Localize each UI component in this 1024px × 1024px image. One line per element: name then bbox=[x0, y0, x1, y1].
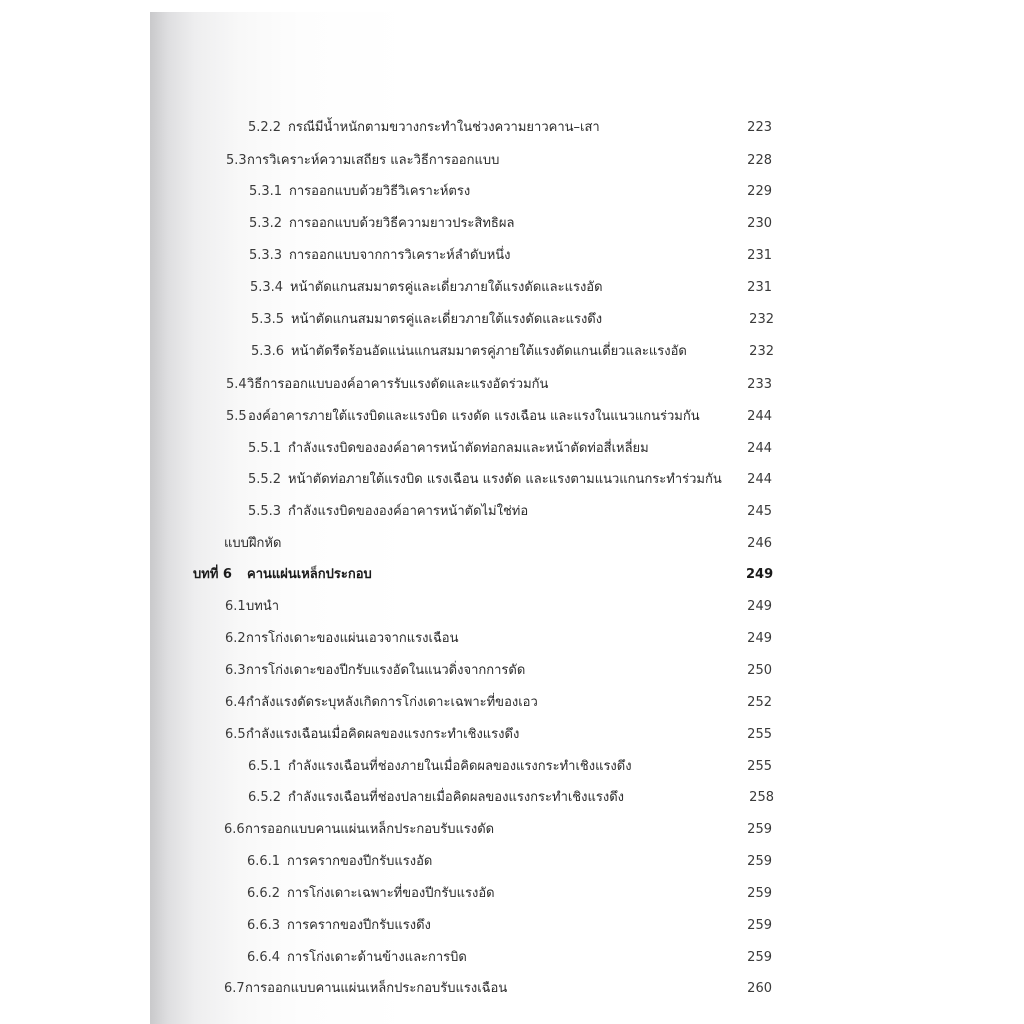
toc-entry-5-5 bbox=[150, 407, 1024, 427]
toc-number: 5.4 bbox=[226, 377, 247, 392]
toc-number: 5.3.5 bbox=[251, 312, 285, 327]
toc-number: 6.6 bbox=[224, 822, 245, 837]
toc-title: การโก่งเดาะของปีกรับแรงอัดในแนวดิ่งจากการดัด bbox=[246, 663, 526, 678]
toc-title: กำลังแรงดัดระบุหลังเกิดการโก่งเดาะเฉพาะที่ของเอว bbox=[246, 695, 538, 710]
toc-page: 244 bbox=[747, 441, 772, 456]
toc-title: หน้าตัดแกนสมมาตรคู่และเดี่ยวภายใต้แรงดัดและแรงอัด bbox=[290, 280, 603, 295]
toc-title: การโก่งเดาะเฉพาะที่ของปีกรับแรงอัด bbox=[287, 886, 495, 901]
toc-number: 5.3.2 bbox=[249, 216, 283, 231]
toc-entry-exercises bbox=[150, 534, 1024, 554]
toc-title: กำลังแรงบิดขององค์อาคารหน้าตัดไม่ใช่ท่อ bbox=[288, 504, 529, 519]
toc-number: 5.3.4 bbox=[250, 280, 284, 295]
toc-page: 255 bbox=[747, 727, 772, 742]
toc-title: การวิเคราะห์ความเสถียร และวิธีการออกแบบ bbox=[247, 153, 500, 168]
toc-title: การครากของปีกรับแรงอัด bbox=[287, 854, 433, 869]
document-page bbox=[150, 12, 1024, 1024]
toc-entry-6-5-2 bbox=[150, 788, 1024, 808]
toc-chapter-6 bbox=[150, 565, 1024, 585]
toc-number: 5.5.1 bbox=[248, 441, 282, 456]
toc-page: 259 bbox=[747, 822, 772, 837]
toc-number: 6.7 bbox=[224, 981, 245, 996]
toc-page: 252 bbox=[747, 695, 772, 710]
toc-number: 6.3 bbox=[225, 663, 246, 678]
toc-entry-6-6-2 bbox=[150, 884, 1024, 904]
toc-page: 233 bbox=[747, 377, 772, 392]
toc-title: กรณีมีน้ำหนักตามขวางกระทำในช่วงความยาวคาน–เสา bbox=[288, 120, 600, 135]
toc-page: 249 bbox=[746, 567, 774, 582]
toc-title: วิธีการออกแบบองค์อาคารรับแรงดัดและแรงอัดร่วมกัน bbox=[247, 377, 549, 392]
toc-number: 5.5.3 bbox=[248, 504, 282, 519]
toc-entry-6-3 bbox=[150, 661, 1024, 681]
toc-entry-6-6 bbox=[150, 820, 1024, 840]
toc-page: 228 bbox=[747, 153, 772, 168]
toc-page: 259 bbox=[747, 950, 772, 965]
toc-page: 255 bbox=[747, 759, 772, 774]
toc-title: กำลังแรงบิดขององค์อาคารหน้าตัดท่อกลมและหน้าตัดท่อสี่เหลี่ยม bbox=[288, 441, 649, 456]
toc-title: หน้าตัดรีดร้อนอัดแน่นแกนสมมาตรคู่ภายใต้แรงดัดแกนเดี่ยวและแรงอัด bbox=[291, 344, 687, 359]
toc-number: 6.2 bbox=[225, 631, 246, 646]
toc-page: 259 bbox=[747, 886, 772, 901]
toc-title: การโก่งเดาะด้านข้างและการบิด bbox=[287, 950, 467, 965]
toc-title: การออกแบบด้วยวิธีวิเคราะห์ตรง bbox=[289, 184, 471, 199]
toc-page: 231 bbox=[747, 248, 772, 263]
toc-number: 6.6.2 bbox=[247, 886, 281, 901]
toc-page: 230 bbox=[747, 216, 772, 231]
toc-page: 258 bbox=[749, 790, 774, 805]
toc-page: 249 bbox=[747, 599, 772, 614]
toc-entry-6-7 bbox=[150, 979, 1024, 999]
toc-page: 250 bbox=[747, 663, 772, 678]
toc-entry-5-5-2 bbox=[150, 470, 1024, 490]
toc-entry-6-6-3 bbox=[150, 916, 1024, 936]
toc-title: แบบฝึกหัด bbox=[224, 536, 282, 551]
toc-entry-6-5 bbox=[150, 725, 1024, 745]
toc-entry-6-6-4 bbox=[150, 948, 1024, 968]
toc-title: กำลังแรงเฉือนเมื่อคิดผลของแรงกระทำเชิงแรงดึง bbox=[246, 727, 520, 742]
toc-page: 223 bbox=[747, 120, 772, 135]
toc-title: การออกแบบด้วยวิธีความยาวประสิทธิผล bbox=[289, 216, 515, 231]
toc-title: องค์อาคารภายใต้แรงบิดและแรงบิด แรงดัด แรงเฉือน และแรงในแนวแกนร่วมกัน bbox=[248, 409, 700, 424]
toc-title: กำลังแรงเฉือนที่ช่องภายในเมื่อคิดผลของแรงกระทำเชิงแรงดึง bbox=[288, 759, 632, 774]
toc-number: 5.5 bbox=[226, 409, 247, 424]
toc-entry-6-6-1 bbox=[150, 852, 1024, 872]
toc-page: 249 bbox=[747, 631, 772, 646]
toc-page: 232 bbox=[749, 344, 774, 359]
toc-number: 6.4 bbox=[225, 695, 246, 710]
toc-chapter-title: คานแผ่นเหล็กประกอบ bbox=[247, 567, 372, 582]
toc-page: 245 bbox=[747, 504, 772, 519]
toc-title: การครากของปีกรับแรงดึง bbox=[287, 918, 431, 933]
toc-page: 231 bbox=[747, 280, 772, 295]
toc-number: 5.3.6 bbox=[251, 344, 285, 359]
toc-title: หน้าตัดท่อภายใต้แรงบิด แรงเฉือน แรงดัด และแรงตามแนวแกนกระทำร่วมกัน bbox=[288, 472, 722, 487]
toc-page: 229 bbox=[747, 184, 772, 199]
toc-entry-5-3-1 bbox=[150, 182, 1024, 202]
toc-entry-5-3 bbox=[150, 151, 1024, 171]
toc-entry-6-4 bbox=[150, 693, 1024, 713]
toc-page: 246 bbox=[747, 536, 772, 551]
toc-page: 232 bbox=[749, 312, 774, 327]
toc-chapter-number: บทที่ 6 bbox=[193, 567, 232, 582]
toc-entry-5-5-3 bbox=[150, 502, 1024, 522]
toc-entry-5-3-5 bbox=[150, 310, 1024, 330]
toc-number: 6.1 bbox=[225, 599, 246, 614]
toc-number: 5.3.1 bbox=[249, 184, 283, 199]
toc-title: การโก่งเดาะของแผ่นเอวจากแรงเฉือน bbox=[246, 631, 459, 646]
toc-title: บทนำ bbox=[246, 599, 280, 614]
toc-title: การออกแบบคานแผ่นเหล็กประกอบรับแรงเฉือน bbox=[245, 981, 508, 996]
toc-page: 259 bbox=[747, 918, 772, 933]
toc-page: 259 bbox=[747, 854, 772, 869]
toc-entry-5-3-6 bbox=[150, 342, 1024, 362]
toc-number: 6.5 bbox=[225, 727, 246, 742]
toc-entry-5-3-4 bbox=[150, 278, 1024, 298]
toc-number: 5.5.2 bbox=[248, 472, 282, 487]
toc-number: 6.6.4 bbox=[247, 950, 281, 965]
toc-page: 260 bbox=[747, 981, 772, 996]
toc-number: 6.6.3 bbox=[247, 918, 281, 933]
toc-title: การออกแบบคานแผ่นเหล็กประกอบรับแรงดัด bbox=[245, 822, 495, 837]
toc-entry-5-3-3 bbox=[150, 246, 1024, 266]
toc-number: 6.5.1 bbox=[248, 759, 282, 774]
toc-entry-5-5-1 bbox=[150, 439, 1024, 459]
toc-entry-5-3-2 bbox=[150, 214, 1024, 234]
toc-number: 6.6.1 bbox=[247, 854, 281, 869]
toc-entry-6-1 bbox=[150, 597, 1024, 617]
toc-number: 5.3 bbox=[226, 153, 247, 168]
toc-number: 5.3.3 bbox=[249, 248, 283, 263]
toc-title: การออกแบบจากการวิเคราะห์ลำดับหนึ่ง bbox=[289, 248, 511, 263]
toc-number: 5.2.2 bbox=[248, 120, 282, 135]
toc-title: หน้าตัดแกนสมมาตรคู่และเดี่ยวภายใต้แรงดัดและแรงดึง bbox=[291, 312, 603, 327]
toc-page: 244 bbox=[747, 472, 772, 487]
toc-entry-5-4 bbox=[150, 375, 1024, 395]
toc-page: 244 bbox=[747, 409, 772, 424]
toc-number: 6.5.2 bbox=[248, 790, 282, 805]
toc-title: กำลังแรงเฉือนที่ช่องปลายเมื่อคิดผลของแรงกระทำเชิงแรงดึง bbox=[288, 790, 624, 805]
toc-entry-6-5-1 bbox=[150, 757, 1024, 777]
toc-entry-6-2 bbox=[150, 629, 1024, 649]
toc-entry-5-2-2 bbox=[150, 118, 1024, 138]
